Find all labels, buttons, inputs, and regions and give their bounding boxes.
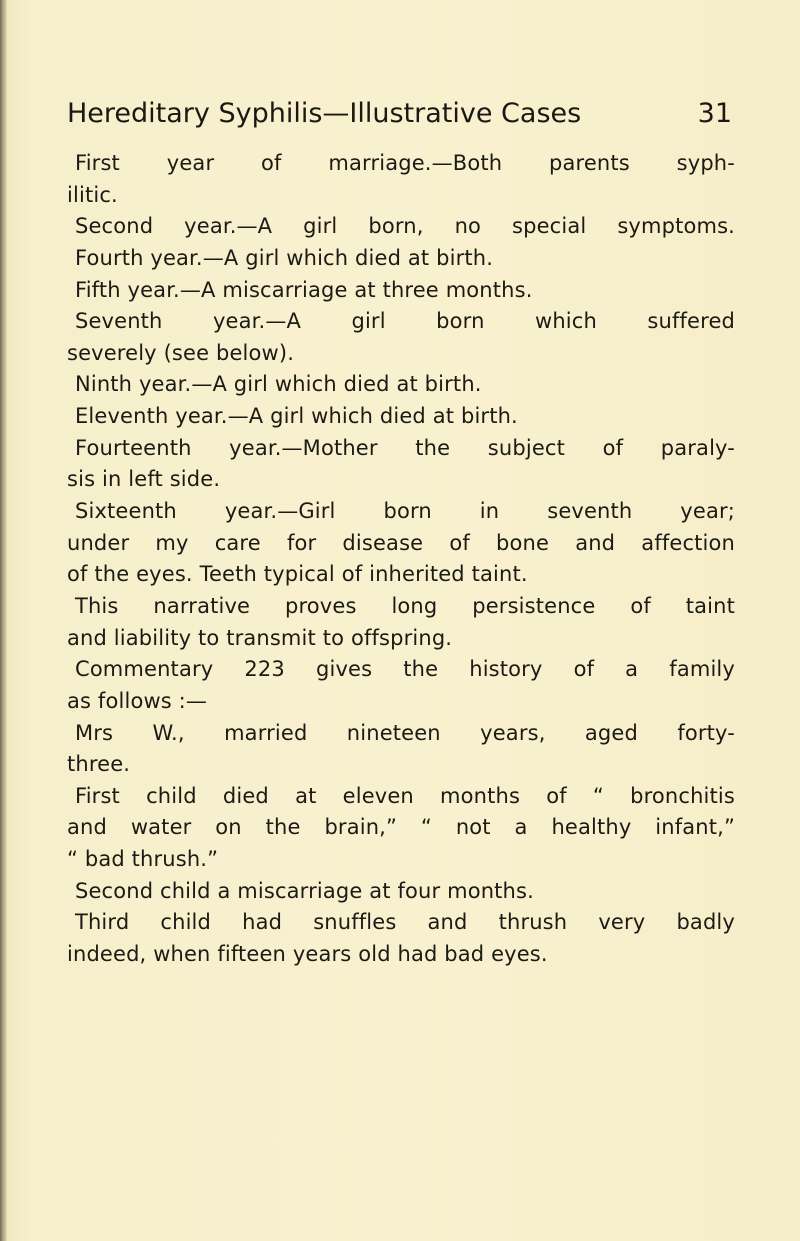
text-line: Third child had snuffles and thrush very badly (75, 910, 735, 935)
text-line: This narrative proves long persistence of taint (75, 593, 735, 618)
text-line: Mrs W., married nineteen years, aged forty- (75, 720, 735, 745)
text-line: of the eyes. Teeth typical of inherited taint. (67, 562, 528, 587)
text-line: Eleventh year.—A girl which died at birth. (75, 404, 518, 429)
text-line: three. (67, 752, 131, 777)
text-line: as follows :— (67, 688, 208, 713)
text-line: First child died at eleven months of “ bronchitis (75, 783, 735, 808)
page-number: 31 (697, 98, 732, 129)
text-line: Commentary 223 gives the history of a family (75, 657, 735, 682)
text-line: First year of marriage.—Both parents syph- (75, 151, 735, 175)
text-line: Fourteenth year.—Mother the subject of paraly- (75, 435, 735, 460)
text-line: Sixteenth year.—Girl born in seventh year; (75, 499, 735, 524)
text-line: ilitic. (67, 182, 118, 207)
text-line: indeed, when fifteen years old had bad eyes. (67, 942, 548, 967)
text-line: Seventh year.—A girl born which suffered (75, 309, 735, 334)
text-line: sis in left side. (67, 467, 221, 492)
text-line: Second child a miscarriage at four months. (75, 878, 534, 903)
running-header (67, 92, 732, 136)
text-line: Fifth year.—A miscarriage at three months. (75, 277, 533, 302)
text-line: under my care for disease of bone and affection (67, 530, 735, 555)
text-line: severely (see below). (67, 340, 295, 365)
text-line: Fourth year.—A girl which died at birth. (75, 245, 494, 270)
text-line: and water on the brain,” “ not a healthy infant,” (67, 815, 735, 840)
body-text (67, 148, 735, 971)
text-line: Ninth year.—A girl which died at birth. (75, 372, 482, 397)
page-gutter-shadow (0, 0, 7, 1241)
text-line: and liability to transmit to offspring. (67, 625, 453, 650)
text-line: “ bad thrush.” (67, 847, 219, 872)
header-title: Hereditary Syphilis—Illustrative Cases (67, 98, 582, 129)
text-line: Second year.—A girl born, no special symptoms. (75, 214, 735, 239)
